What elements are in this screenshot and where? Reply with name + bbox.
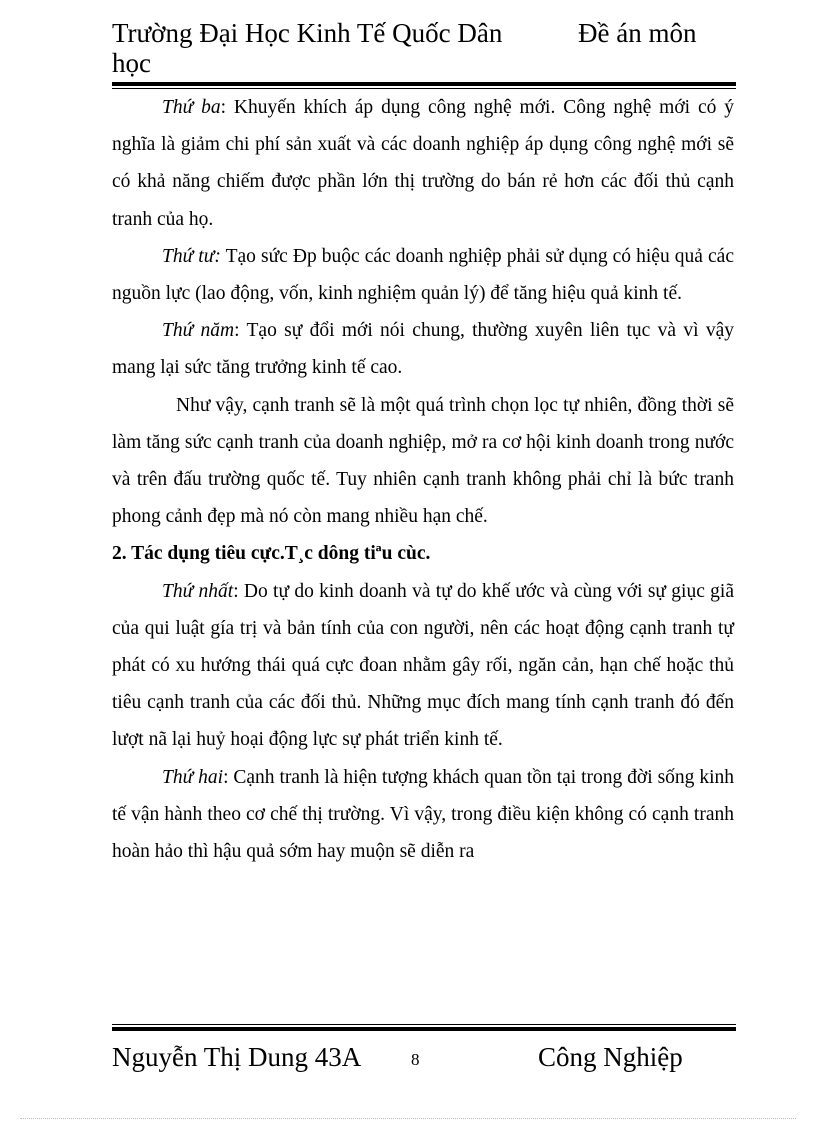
page-edge-line bbox=[20, 1118, 796, 1119]
paragraph-thu-ba bbox=[112, 89, 734, 238]
footer-divider bbox=[112, 1024, 736, 1032]
paragraph-lead: Thứ tư: bbox=[162, 245, 221, 267]
paragraph-text: : Do tự do kinh doanh và tự do khế ước và cùng với sự giục giã của qui luật gía trị và bản tính của con người, nên các hoạt động cạnh tranh tự phát có xu hướng thái quá cực đoan nhằm gây rối, ngăn cản, hạn chế hoặc thủ tiêu cạnh tranh của các đối thủ. Những mục đích mang tính cạnh tranh đó đến lượt nã lại huỷ hoại động lực sự phát triển kinh tế. bbox=[112, 580, 734, 751]
paragraph-text: Như vậy, cạnh tranh sẽ là một quá trình chọn lọc tự nhiên, đồng thời sẽ làm tăng sức cạnh tranh của doanh nghiệp, mở ra cơ hội kinh doanh trong nước và trên đấu trường quốc tế. Tuy nhiên cạnh tranh không phải chỉ là bức tranh phong cảnh đẹp mà nó còn mang nhiều hạn chế. bbox=[112, 394, 734, 528]
paragraph-text: : Tạo sự đổi mới nói chung, thường xuyên liên tục và vì vậy mang lại sức tăng trưởng kinh tế cao. bbox=[112, 320, 734, 379]
footer-major: Công Nghiệp bbox=[538, 1042, 683, 1072]
footer-author: Nguyễn Thị Dung 43A bbox=[112, 1042, 362, 1072]
header-school-name: Trường Đại Học Kinh Tế Quốc Dân học bbox=[112, 18, 503, 78]
paragraph-summary bbox=[112, 387, 734, 536]
paragraph-text: : Cạnh tranh là hiện tượng khách quan tồn tại trong đời sống kinh tế vận hành theo cơ chế thị trường. Vì vậy, trong điều kiện không có cạnh tranh hoàn hảo thì hậu quả sớm hay muộn sẽ diễn ra bbox=[112, 766, 734, 863]
header-project-type: Đề án môn bbox=[578, 18, 697, 48]
paragraph-text: Tạo sức Đp buộc các doanh nghiệp phải sử dụng có hiệu quả các nguồn lực (lao động, vốn, kinh nghiệm quản lý) để tăng hiệu quả kinh tế. bbox=[112, 245, 734, 305]
paragraph-lead: Thứ nhất bbox=[162, 580, 234, 602]
body-text bbox=[112, 89, 734, 870]
paragraph-lead: Thứ ba bbox=[162, 97, 221, 118]
paragraph-text: : Khuyến khích áp dụng công nghệ mới. Công nghệ mới có ý nghĩa là giảm chi phí sản xuất và các doanh nghiệp áp dụng công nghệ mới sẽ có khả năng chiếm được phần lớn thị trường do bán rẻ hơn các đối thủ cạnh tranh của họ. bbox=[112, 97, 734, 230]
paragraph-thu-hai bbox=[112, 759, 734, 871]
section-heading: 2. Tác dụng tiêu cực.T¸c dông tiªu cùc. bbox=[112, 543, 431, 565]
paragraph-lead: Thứ năm bbox=[162, 320, 235, 342]
paragraph-thu-nhat bbox=[112, 573, 734, 759]
paragraph-lead: Thứ hai bbox=[162, 766, 224, 788]
paragraph-thu-nam bbox=[112, 312, 734, 386]
page-number: 8 bbox=[411, 1050, 420, 1069]
paragraph-thu-tu bbox=[112, 238, 734, 312]
